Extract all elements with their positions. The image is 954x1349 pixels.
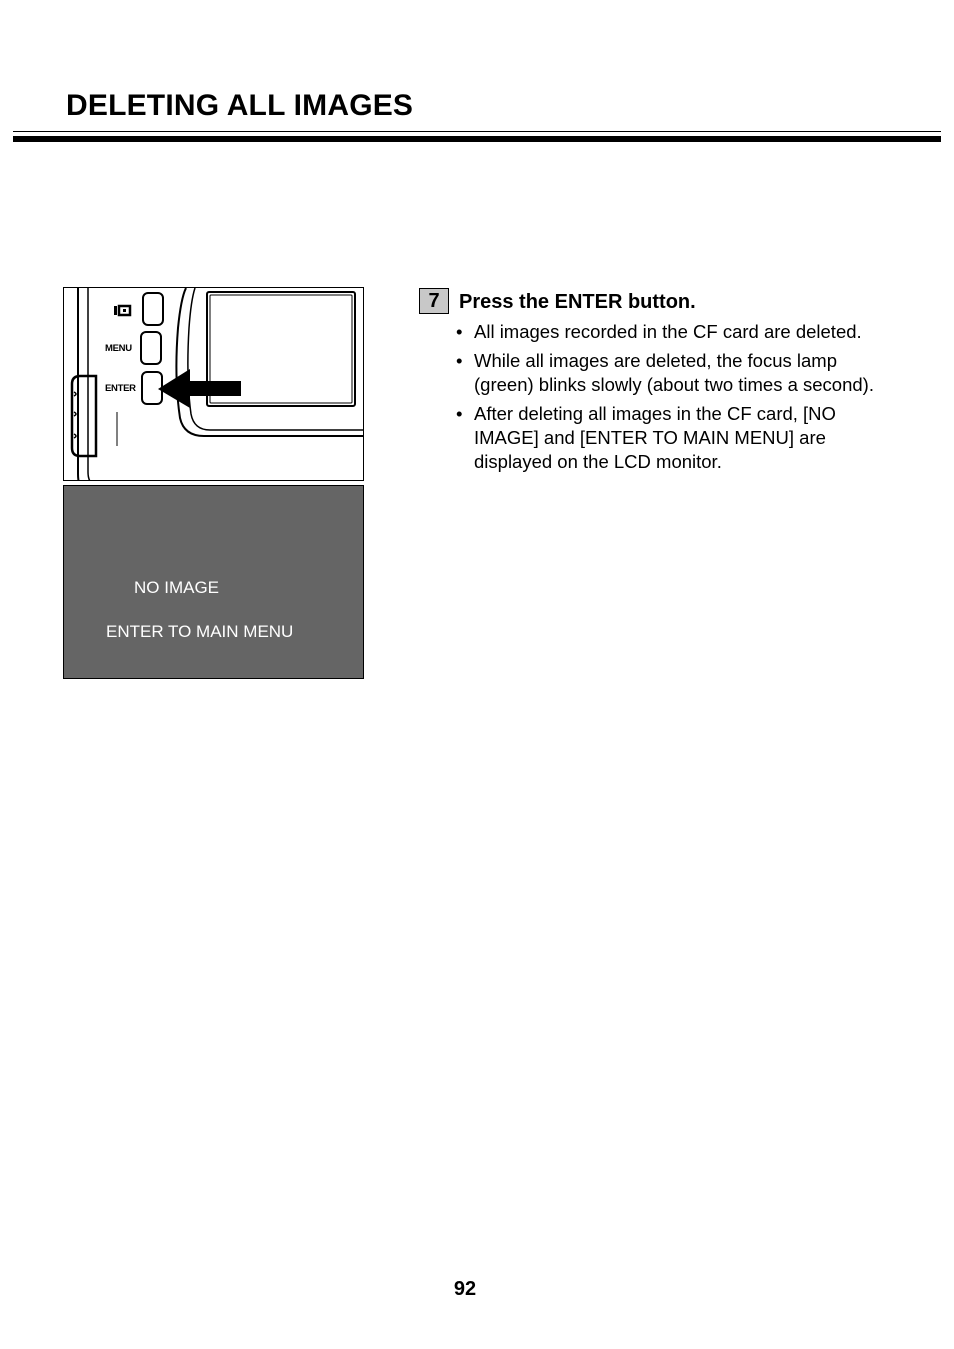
step-bullet-list xyxy=(456,320,876,479)
step-number-badge: 7 xyxy=(419,288,449,314)
header-rule-thin xyxy=(13,131,941,132)
page-title: DELETING ALL IMAGES xyxy=(66,89,414,122)
camera-back-illustration xyxy=(63,287,364,481)
step-title: Press the ENTER button. xyxy=(459,291,696,313)
lcd-no-image-text: NO IMAGE xyxy=(134,578,220,597)
lcd-enter-to-main-menu-text: ENTER TO MAIN MENU xyxy=(106,622,294,641)
page-number: 92 xyxy=(453,1278,477,1300)
bullet-item: • After deleting all images in the CF card, [NO IMAGE] and [ENTER TO MAIN MENU] are displayed on the LCD monitor. xyxy=(456,402,876,474)
menu-button-label: MENU xyxy=(105,343,132,354)
bullet-item: • While all images are deleted, the focus lamp (green) blinks slowly (about two times a second). xyxy=(456,349,876,397)
enter-button-label: ENTER xyxy=(105,383,136,394)
bullet-item: • All images recorded in the CF card are deleted. xyxy=(456,320,876,344)
playback-mode-icon xyxy=(114,306,130,315)
header-rule-thick xyxy=(13,136,941,142)
lcd-monitor-display xyxy=(63,485,364,679)
